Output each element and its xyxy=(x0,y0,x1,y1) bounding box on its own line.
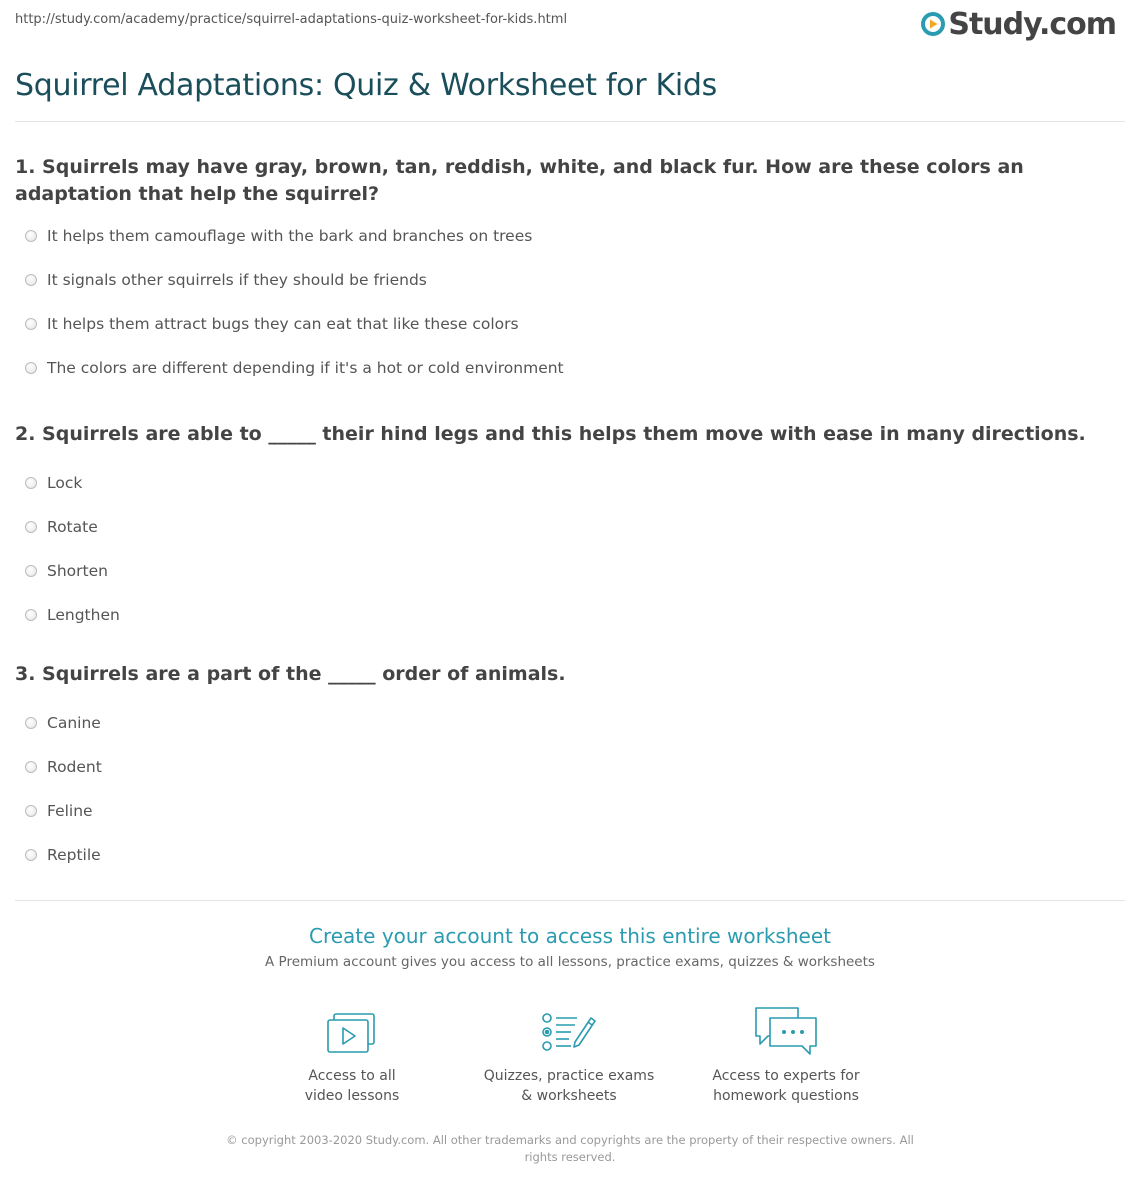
cta-subtitle: A Premium account gives you access to all lessons, practice exams, quizzes & worksheets xyxy=(265,954,875,970)
option-label: Feline xyxy=(47,802,93,820)
feature-label-line2: homework questions xyxy=(713,1088,859,1104)
feature-label-line1: Quizzes, practice exams xyxy=(483,1068,655,1084)
question-3 xyxy=(15,661,1105,877)
quiz-checklist-icon xyxy=(541,1012,597,1056)
question-2 xyxy=(15,421,1105,637)
answer-option[interactable] xyxy=(15,258,1105,302)
answer-option[interactable] xyxy=(15,346,1105,390)
answer-option[interactable] xyxy=(15,461,1105,505)
answer-option[interactable] xyxy=(15,549,1105,593)
option-label: It helps them camouflage with the bark and branches on trees xyxy=(47,227,533,245)
feature-quizzes xyxy=(469,1004,669,1106)
radio-button[interactable] xyxy=(25,717,37,729)
option-label: The colors are different depending if it's a hot or cold environment xyxy=(47,359,564,377)
answer-options xyxy=(15,214,1105,390)
answer-option[interactable] xyxy=(15,745,1105,789)
video-lessons-icon xyxy=(326,1012,378,1056)
option-label: Canine xyxy=(47,714,101,732)
feature-experts xyxy=(686,1004,886,1106)
logo-text: Study.com xyxy=(948,6,1116,42)
expert-chat-icon xyxy=(754,1006,818,1056)
cta-title[interactable]: Create your account to access this entire worksheet xyxy=(309,924,831,948)
question-text: 2. Squirrels are able to _____ their hind legs and this helps them move with ease in many directions. xyxy=(15,423,1086,445)
answer-options xyxy=(15,701,1105,877)
option-label: Rotate xyxy=(47,518,98,536)
radio-button[interactable] xyxy=(25,609,37,621)
page-url: http://study.com/academy/practice/squirrel-adaptations-quiz-worksheet-for-kids.html xyxy=(15,12,568,27)
question-text: 1. Squirrels may have gray, brown, tan, reddish, white, and black fur. How are these colors an adaptation that help the squirrel? xyxy=(15,156,1024,205)
radio-button[interactable] xyxy=(25,362,37,374)
question-1 xyxy=(15,154,1105,390)
copyright-footer: © copyright 2003-2020 Study.com. All other trademarks and copyrights are the property of their respective owners. All rights reserved. xyxy=(226,1133,914,1164)
option-label: Rodent xyxy=(47,758,102,776)
radio-button[interactable] xyxy=(25,230,37,242)
feature-label-line2: & worksheets xyxy=(521,1088,617,1104)
answer-option[interactable] xyxy=(15,593,1105,637)
option-label: Shorten xyxy=(47,562,108,580)
radio-button[interactable] xyxy=(25,274,37,286)
feature-video-lessons xyxy=(252,1004,452,1106)
answer-option[interactable] xyxy=(15,833,1105,877)
radio-button[interactable] xyxy=(25,565,37,577)
page-title: Squirrel Adaptations: Quiz & Worksheet for Kids xyxy=(15,68,717,103)
answer-options xyxy=(15,461,1105,637)
option-label: It helps them attract bugs they can eat that like these colors xyxy=(47,315,519,333)
answer-option[interactable] xyxy=(15,505,1105,549)
option-label: Reptile xyxy=(47,846,101,864)
study-logo-icon xyxy=(920,11,946,37)
cta-divider xyxy=(15,900,1125,901)
answer-option[interactable] xyxy=(15,701,1105,745)
answer-option[interactable] xyxy=(15,302,1105,346)
option-label: Lengthen xyxy=(47,606,120,624)
study-logo[interactable] xyxy=(920,6,1116,42)
option-label: Lock xyxy=(47,474,83,492)
answer-option[interactable] xyxy=(15,214,1105,258)
question-text: 3. Squirrels are a part of the _____ order of animals. xyxy=(15,663,566,685)
feature-label-line1: Access to all xyxy=(308,1068,396,1084)
title-divider xyxy=(15,121,1125,122)
radio-button[interactable] xyxy=(25,477,37,489)
answer-option[interactable] xyxy=(15,789,1105,833)
radio-button[interactable] xyxy=(25,805,37,817)
radio-button[interactable] xyxy=(25,318,37,330)
feature-label-line1: Access to experts for xyxy=(712,1068,860,1084)
option-label: It signals other squirrels if they should be friends xyxy=(47,271,427,289)
radio-button[interactable] xyxy=(25,761,37,773)
feature-label-line2: video lessons xyxy=(304,1088,400,1104)
radio-button[interactable] xyxy=(25,849,37,861)
radio-button[interactable] xyxy=(25,521,37,533)
